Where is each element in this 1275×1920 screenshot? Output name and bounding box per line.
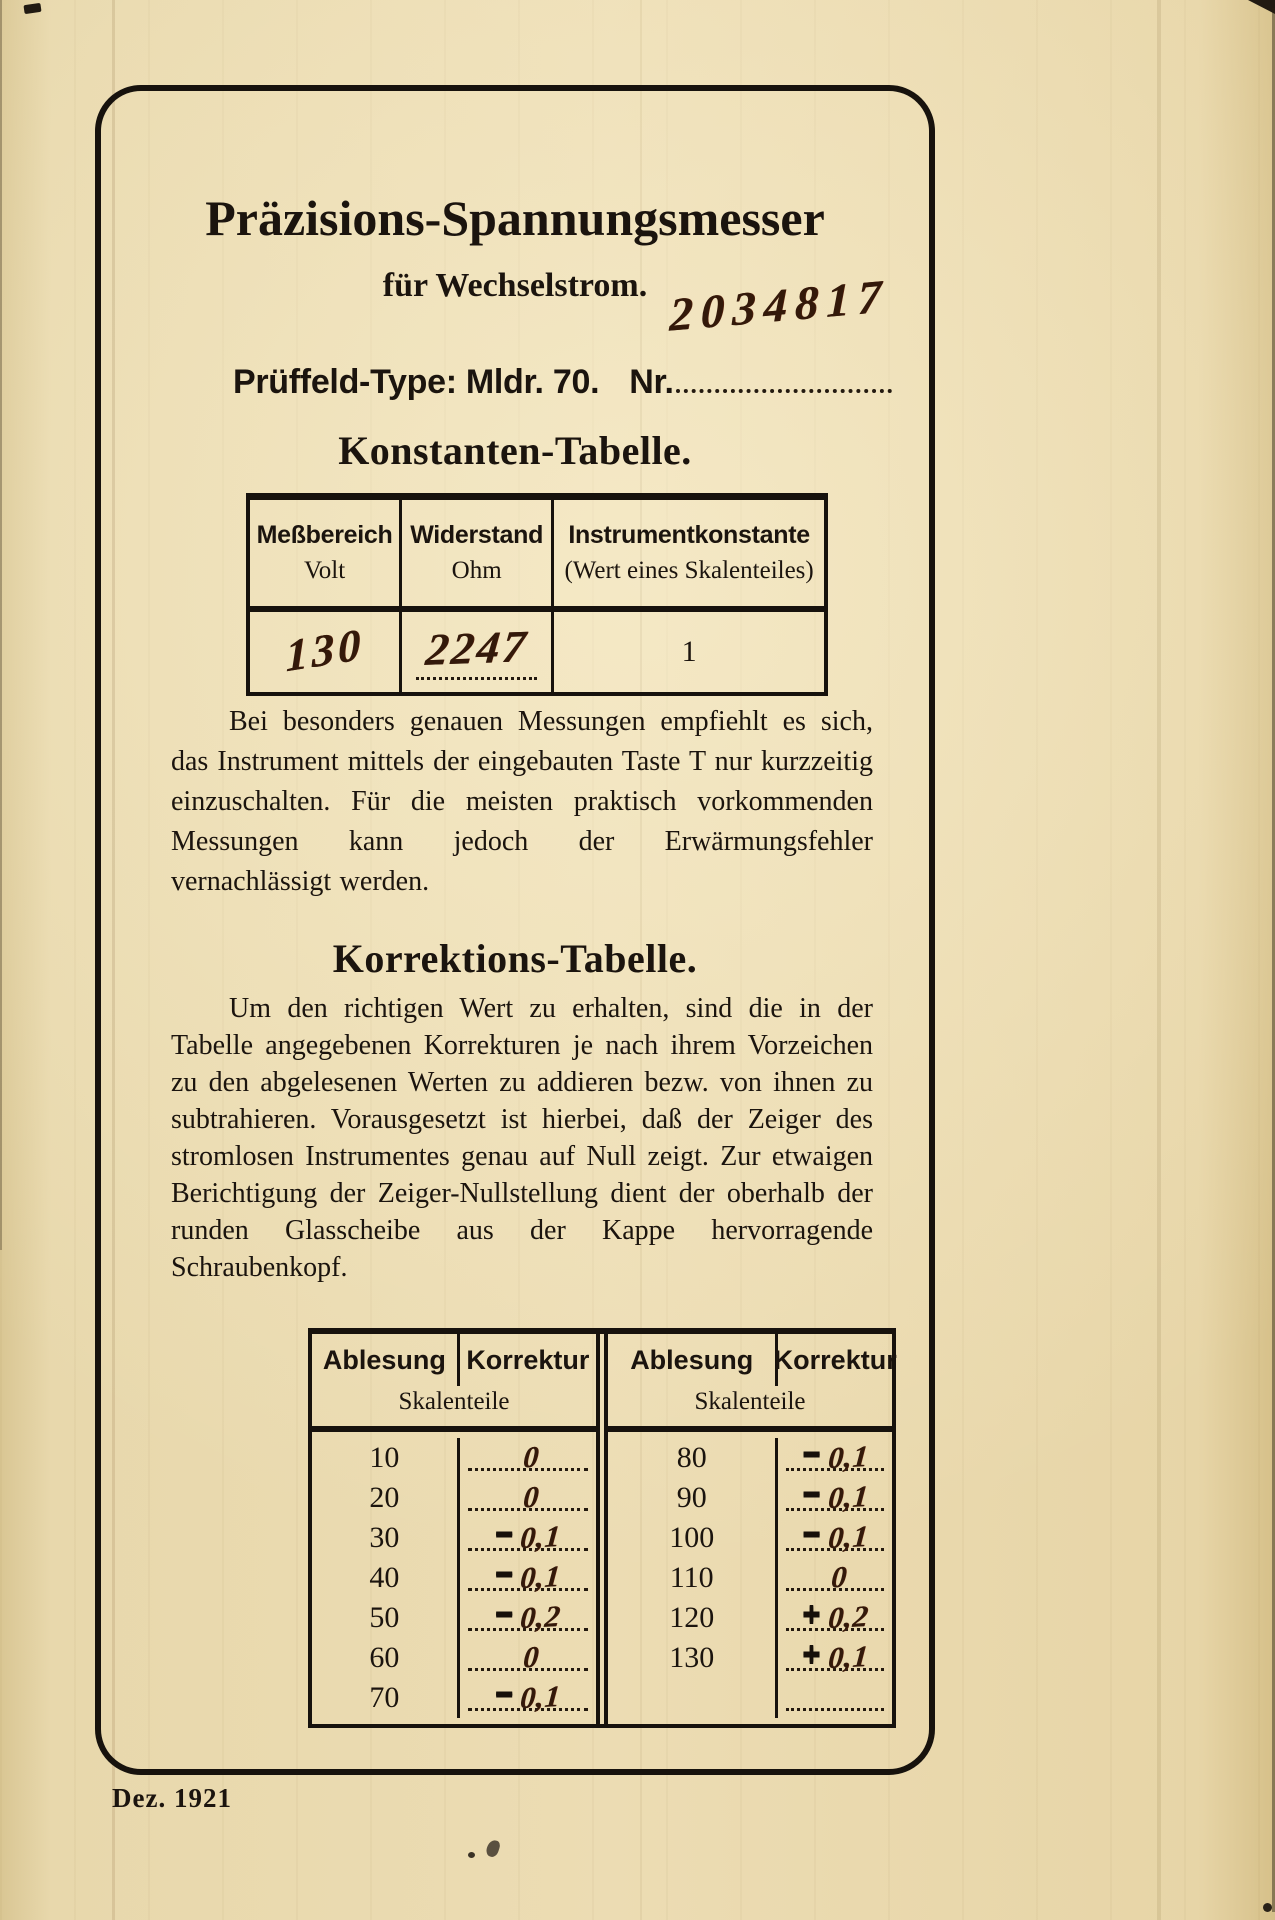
- korrektur-cell: [778, 1678, 892, 1718]
- table-row: [608, 1438, 892, 1478]
- ablesung-value: 10: [312, 1438, 460, 1478]
- table-row: [608, 1478, 892, 1518]
- konstanten-header-widerstand: [402, 500, 554, 606]
- correction-sign: −: [494, 1676, 514, 1712]
- column-unit: (Wert eines Skalenteiles): [564, 557, 814, 584]
- ink-speck: [468, 1852, 475, 1858]
- correction-sign: +: [802, 1596, 821, 1632]
- correction-value-handwritten: 0,1: [519, 1519, 563, 1556]
- correction-value-handwritten: 0,1: [519, 1679, 563, 1716]
- table-row: [608, 1638, 892, 1678]
- correction-value-handwritten: 0,1: [826, 1639, 870, 1676]
- column-label: Widerstand: [410, 521, 544, 549]
- column-header-ablesung: Ablesung: [312, 1334, 460, 1386]
- table-row: [312, 1438, 596, 1478]
- column-label: Instrumentkonstante: [568, 521, 810, 549]
- ablesung-value: 110: [608, 1558, 778, 1598]
- unit-row-skalenteile: Skalenteile: [694, 1388, 806, 1415]
- widerstand-value-cell: [402, 612, 554, 692]
- correction-sign: −: [494, 1556, 514, 1592]
- correction-value-handwritten: 0,1: [826, 1479, 870, 1516]
- widerstand-value-handwritten: 2247: [423, 621, 531, 675]
- table-row: [608, 1518, 892, 1558]
- korrektur-cell: [778, 1598, 892, 1638]
- ablesung-value: 30: [312, 1518, 460, 1558]
- correction-sign: −: [802, 1516, 821, 1552]
- korrektur-cell: [778, 1558, 892, 1598]
- table-row: [608, 1678, 892, 1718]
- scan-artifact: [1263, 1903, 1272, 1912]
- korrektur-cell: [778, 1478, 892, 1518]
- correction-value-handwritten: 0,2: [519, 1599, 563, 1636]
- correction-sign: −: [494, 1516, 514, 1552]
- ablesung-value: [608, 1678, 778, 1718]
- instrumentkonstante-value-cell: [554, 612, 824, 692]
- konstanten-heading: Konstanten-Tabelle.: [338, 428, 692, 473]
- ablesung-value: 40: [312, 1558, 460, 1598]
- table-row: [312, 1598, 596, 1638]
- serial-group: [629, 359, 891, 402]
- column-header-korrektur: Korrektur: [466, 1344, 590, 1375]
- korrektur-cell: [778, 1518, 892, 1558]
- dotted-fill-line: [416, 677, 537, 680]
- paragraph-1: Bei besonders genauen Messungen empfiehlt es sich, das Instrument mittels der eingebauten Taste T nur kurzzeitig einzuschalten. Für die meisten praktisch vorkommenden Messungen kann jedoch der Erwärmungsfehler vernachlässigt werden.: [171, 706, 873, 897]
- table-row: [608, 1558, 892, 1598]
- correction-value-handwritten: 0,1: [826, 1439, 870, 1476]
- konstanten-table-header: [250, 500, 824, 612]
- dotted-fill-line: [786, 1708, 884, 1711]
- instrumentkonstante-value: 1: [681, 635, 697, 668]
- column-unit: Volt: [303, 557, 346, 584]
- page-subtitle: für Wechselstrom.: [382, 267, 648, 304]
- correction-sign: −: [802, 1476, 821, 1512]
- page-title: Präzisions-Spannungsmesser: [205, 190, 825, 246]
- paragraph-2: Um den richtigen Wert zu erhalten, sind die in der Tabelle angegebenen Korrekturen je nach ihrem Vorzeichen zu den abgelesenen Werten zu addieren bezw. von ihnen zu subtrahieren. Vorausgesetzt ist hierbei, daß der Zeiger des stromlosen Instrumentes genau auf Null zeigt. Zur etwaigen Berichtigung der Zeiger-Nullstellung dient der oberhalb der runden Glasscheibe aus der Kappe hervorragende Schraubenkopf.: [171, 993, 873, 1283]
- scan-artifact: [1248, 0, 1275, 14]
- ablesung-value: 70: [312, 1678, 460, 1718]
- correction-value-handwritten: 0,1: [826, 1519, 870, 1556]
- messbereich-value-cell: [250, 612, 402, 692]
- ablesung-value: 20: [312, 1478, 460, 1518]
- type-line: [233, 359, 892, 402]
- nr-label: Nr.: [629, 363, 674, 401]
- double-rule-divider: [596, 1334, 608, 1724]
- paper-crease: [1157, 0, 1161, 1920]
- table-row: [608, 1598, 892, 1638]
- unit-row-skalenteile: Skalenteile: [398, 1388, 510, 1415]
- column-header-ablesung: Ablesung: [608, 1334, 778, 1386]
- table-row: [312, 1678, 596, 1718]
- correction-value-handwritten: 0,1: [519, 1559, 563, 1596]
- korrektur-cell: [460, 1598, 596, 1638]
- table-row: [312, 1478, 596, 1518]
- ablesung-value: 80: [608, 1438, 778, 1478]
- ablesung-value: 60: [312, 1638, 460, 1678]
- column-unit: Ohm: [451, 557, 502, 584]
- konstanten-table: [246, 493, 828, 696]
- korrektur-table: [308, 1328, 896, 1728]
- korrektur-cell: [460, 1438, 596, 1478]
- scan-artifact: [23, 3, 41, 14]
- korrektur-table-left-half: [312, 1334, 596, 1724]
- korrektur-cell: [460, 1678, 596, 1718]
- correction-value-handwritten: 0: [522, 1440, 542, 1475]
- correction-value-handwritten: 0: [522, 1640, 542, 1675]
- korrektur-cell: [460, 1478, 596, 1518]
- table-row: [312, 1518, 596, 1558]
- konstanten-header-instrumentkonstante: [554, 500, 824, 606]
- correction-value-handwritten: 0,2: [826, 1599, 870, 1636]
- correction-value-handwritten: 0: [829, 1560, 849, 1595]
- date-stamp: Dez. 1921: [112, 1783, 232, 1813]
- scan-edge: [0, 0, 2, 1250]
- serial-number-handwritten: 2034817: [668, 270, 890, 342]
- korrektur-body: [608, 1432, 892, 1724]
- korrektur-cell: [778, 1638, 892, 1678]
- table-row: [312, 1638, 596, 1678]
- korrektur-header: [312, 1334, 596, 1386]
- serial-dotted-line: [676, 359, 892, 393]
- korrektur-header: [608, 1334, 897, 1386]
- ablesung-value: 100: [608, 1518, 778, 1558]
- korrektur-body: [312, 1432, 596, 1724]
- konstanten-table-row: [250, 612, 824, 692]
- messbereich-value-handwritten: 130: [284, 618, 365, 682]
- correction-sign: −: [802, 1436, 821, 1472]
- column-label: Meßbereich: [256, 521, 393, 549]
- ablesung-value: 130: [608, 1638, 778, 1678]
- ablesung-value: 50: [312, 1598, 460, 1638]
- correction-sign: −: [494, 1596, 514, 1632]
- konstanten-header-messbereich: [250, 500, 402, 606]
- correction-value-handwritten: 0: [522, 1480, 542, 1515]
- korrektur-cell: [460, 1518, 596, 1558]
- korrektur-table-right-half: [608, 1334, 897, 1724]
- korrektur-cell: [778, 1438, 892, 1478]
- table-row: [312, 1558, 596, 1598]
- page-border: [95, 85, 935, 1775]
- korrektur-cell: [460, 1638, 596, 1678]
- korrektur-cell: [460, 1558, 596, 1598]
- ablesung-value: 90: [608, 1478, 778, 1518]
- type-label: Prüffeld-Type: Mldr. 70.: [233, 363, 600, 401]
- ablesung-value: 120: [608, 1598, 778, 1638]
- column-header-korrektur: Korrektur: [773, 1344, 897, 1375]
- ink-speck: [485, 1839, 502, 1859]
- correction-sign: +: [802, 1636, 821, 1672]
- korrektur-heading: Korrektions-Tabelle.: [332, 936, 698, 981]
